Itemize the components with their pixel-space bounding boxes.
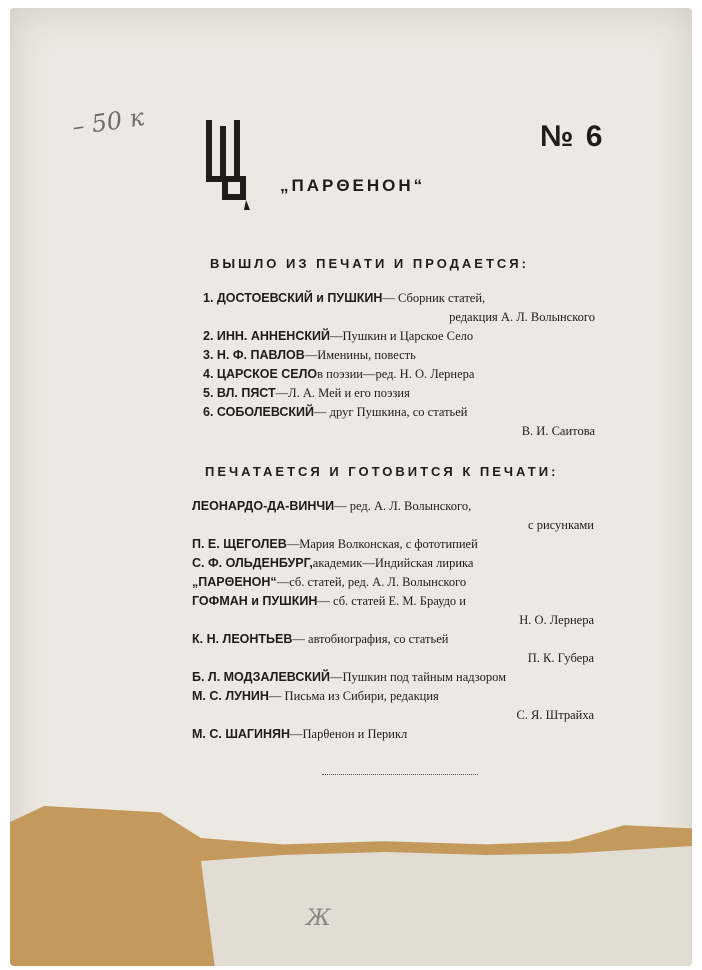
list-item-row [203, 365, 595, 384]
list-item-row [192, 535, 594, 554]
list-item-title: М. С. ЛУНИН [192, 689, 269, 703]
issue-number: № 6 [540, 120, 605, 153]
list-item [203, 384, 595, 403]
pencil-price-note: – 50 к [70, 103, 146, 141]
list-item-description: — Письма из Сибири, редакция [268, 689, 439, 703]
list-item [192, 497, 594, 535]
list-item-continuation: с рисунками [528, 518, 594, 532]
list-item [192, 725, 594, 744]
list-item-row [192, 687, 594, 706]
list-item [192, 573, 594, 592]
publisher-logo-icon [206, 116, 250, 215]
list-item [203, 403, 595, 441]
list-item-row [192, 668, 594, 687]
list-item-description: —Парθенон и Перикл [290, 727, 408, 741]
list-item-description: —Мария Волконская, с фототипией [286, 537, 478, 551]
list-item [192, 592, 594, 630]
list-item [203, 346, 595, 365]
list-item-description: — Сборник статей, [382, 291, 486, 305]
list-item-row [192, 497, 594, 516]
list-item-row [192, 630, 594, 649]
list-item-description: —Пушкин под тайным надзором [329, 670, 507, 684]
list-item [192, 668, 594, 687]
list-item-continuation: В. И. Саитова [521, 424, 595, 438]
list-item-description: — сб. статей Е. М. Браудо и [317, 594, 467, 608]
list-item-title: Б. Л. МОДЗАЛЕВСКИЙ [192, 670, 330, 684]
list-item-description: —Л. А. Мей и его поэзия [275, 386, 410, 400]
divider [322, 774, 478, 775]
list-item-title: ЛЕОНАРДО-ДА-ВИНЧИ [192, 499, 335, 513]
list-item [192, 687, 594, 725]
list-item-row [203, 346, 595, 365]
list-item-title: 4. ЦАРСКОЕ СЕЛО [203, 367, 318, 381]
pencil-mark: Ж [306, 906, 331, 931]
published-heading: ВЫШЛО ИЗ ПЕЧАТИ И ПРОДАЕТСЯ: [210, 256, 529, 271]
list-item-title: „ПАРΘЕНОН“ [192, 575, 277, 589]
list-item-title: 2. ИНН. АННЕНСКИЙ [203, 329, 330, 343]
list-item-continuation: С. Я. Штрайха [516, 708, 594, 722]
list-item-title: ГОФМАН и ПУШКИН [192, 594, 318, 608]
list-item-description: — ред. А. Л. Волынского, [334, 499, 472, 513]
list-item-title: 3. Н. Ф. ПАВЛОВ [203, 348, 305, 362]
list-item-description: —Именины, повесть [304, 348, 416, 362]
list-item [192, 554, 594, 573]
list-item [192, 535, 594, 554]
list-item-continuation: Н. О. Лернера [519, 613, 594, 627]
list-item-title: 6. СОБОЛЕВСКИЙ [203, 405, 315, 419]
forthcoming-heading: ПЕЧАТАЕТСЯ И ГОТОВИТСЯ К ПЕЧАТИ: [205, 464, 559, 479]
list-item [203, 327, 595, 346]
list-item-row [192, 554, 594, 573]
list-item-continuation: П. К. Губера [527, 651, 594, 665]
list-item-description: — друг Пушкина, со статьей [314, 405, 468, 419]
list-item-row [192, 725, 594, 744]
list-item-row [203, 327, 595, 346]
list-item [192, 630, 594, 668]
forthcoming-list [192, 497, 594, 744]
list-item-title: 1. ДОСТОЕВСКИЙ и ПУШКИН [203, 291, 383, 305]
list-item-continuation: редакция А. Л. Волынского [449, 310, 595, 324]
page-sheet [10, 8, 692, 966]
list-item-row [203, 289, 595, 308]
list-item-description: —Пушкин и Царское Село [329, 329, 474, 343]
list-item-row [203, 403, 595, 422]
list-item-title: С. Ф. ОЛЬДЕНБУРГ, [192, 556, 313, 570]
list-item-title: 5. ВЛ. ПЯСТ [203, 386, 276, 400]
list-item [203, 365, 595, 384]
list-item-row [203, 384, 595, 403]
publisher-name: „ПАРΘЕНОН“ [280, 176, 426, 195]
list-item-description: — автобиография, со статьей [292, 632, 449, 646]
published-list [203, 289, 595, 441]
list-item-title: К. Н. ЛЕОНТЬЕВ [192, 632, 293, 646]
list-item-description: —сб. статей, ред. А. Л. Волынского [276, 575, 467, 589]
list-item-row [192, 573, 594, 592]
list-item-description: в поэзии—ред. Н. О. Лернера [317, 367, 475, 381]
list-item-description: академик—Индийская лирика [312, 556, 474, 570]
list-item [203, 289, 595, 327]
list-item-title: М. С. ШАГИНЯН [192, 727, 291, 741]
list-item-title: П. Е. ЩЕГОЛЕВ [192, 537, 287, 551]
list-item-row [192, 592, 594, 611]
